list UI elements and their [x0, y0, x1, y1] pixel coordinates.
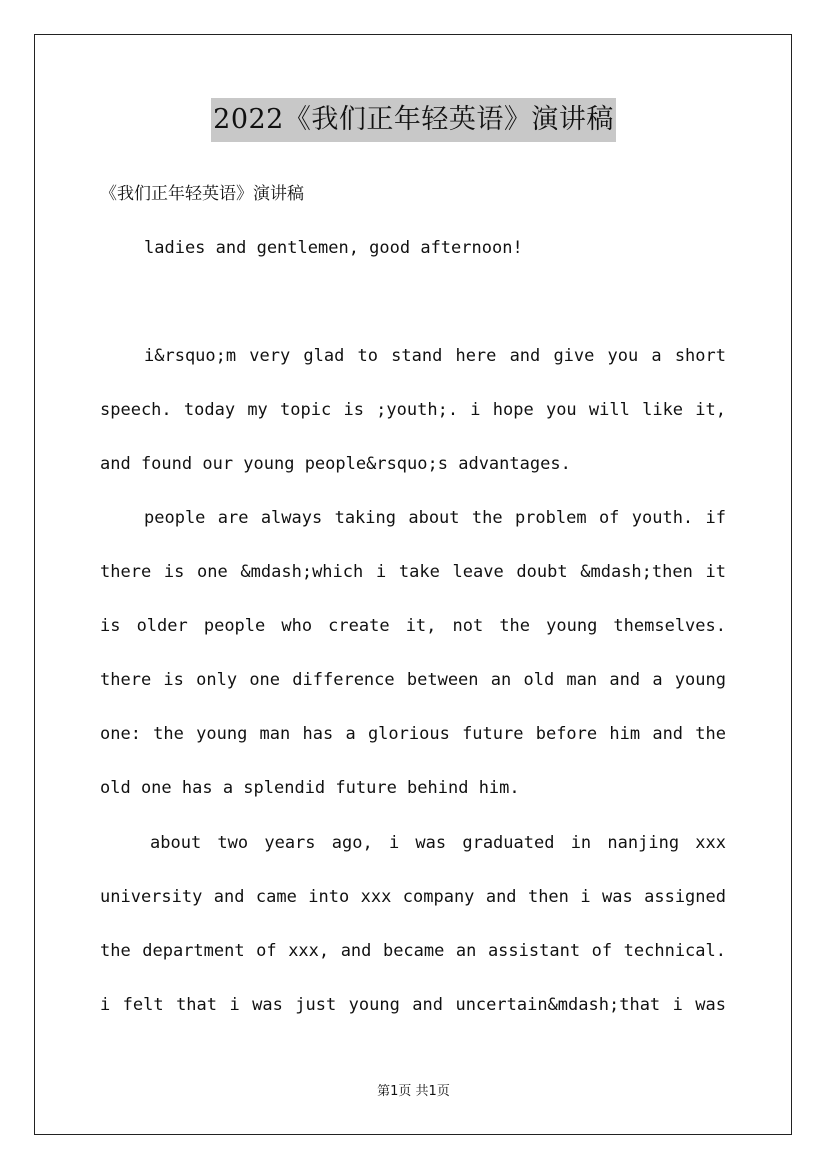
- paragraph-line: about two years ago, i was graduated in nanjing xxx: [150, 833, 726, 853]
- paragraph-line: old one has a splendid future behind him.: [100, 778, 520, 798]
- paragraph-line: university and came into xxx company and then i was assigned: [100, 887, 726, 907]
- paragraph-line: speech. today my topic is ;youth;. i hope you will like it,: [100, 400, 726, 420]
- document-subtitle: 《我们正年轻英语》演讲稿: [100, 184, 304, 204]
- paragraph-line: the department of xxx, and became an assistant of technical.: [100, 941, 726, 961]
- paragraph-line: one: the young man has a glorious future before him and the: [100, 724, 726, 744]
- paragraph-line: i&rsquo;m very glad to stand here and give you a short: [144, 346, 726, 366]
- document-title: 2022《我们正年轻英语》演讲稿: [211, 98, 616, 142]
- paragraph-line: people are always taking about the problem of youth. if: [144, 508, 726, 528]
- paragraph-line: there is one &mdash;which i take leave doubt &mdash;then it: [100, 562, 726, 582]
- page-footer: 第1页 共1页: [377, 1084, 450, 1099]
- paragraph-line: there is only one difference between an old man and a young: [100, 670, 726, 690]
- paragraph-line: is older people who create it, not the young themselves.: [100, 616, 726, 636]
- paragraph-line: ladies and gentlemen, good afternoon!: [144, 238, 523, 258]
- paragraph-line: and found our young people&rsquo;s advantages.: [100, 454, 571, 474]
- paragraph-line: i felt that i was just young and uncertain&mdash;that i was: [100, 995, 726, 1015]
- title-container: [0, 98, 827, 142]
